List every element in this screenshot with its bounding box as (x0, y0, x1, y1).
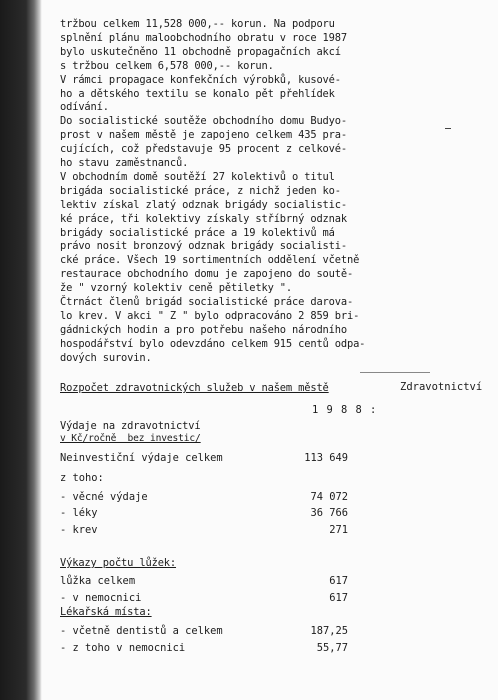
paragraph-line: restaurace obchodního domu je zapojeno do soutě- (60, 268, 354, 281)
paragraph-line: tržbou celkem 11,528 000,-- korun. Na podporu (60, 18, 335, 30)
row-label: - v nemocnici (60, 592, 142, 604)
paragraph-line: cujících, což představuje 95 procent z celkové- (60, 143, 347, 156)
paragraph-line: brigády socialistické práce a 19 kolektivů má (60, 226, 335, 239)
row-label: lůžka celkem (60, 575, 136, 587)
section-heading: Rozpočet zdravotnických služeb v našem městě (60, 382, 329, 394)
row-value: 113 649 (304, 452, 348, 464)
side-heading: Zdravotnictví (400, 381, 483, 393)
paragraph-line: cké práce. Všech 19 sortimentních oddělení včetně (60, 254, 360, 267)
paragraph-line: Čtrnáct členů brigád socialistické práce darova- (60, 296, 354, 308)
row-label: z toho: (60, 472, 104, 484)
paragraph-line: bylo uskutečněno 11 obchodně propagačních akcí (60, 45, 341, 58)
paragraph-line: prost v našem městě je zapojeno celkem 435 pra- (60, 129, 347, 142)
block1-subheading: v Kč/ročně bez investic/ (60, 433, 201, 444)
row-label: Neinvestiční výdaje celkem (60, 452, 223, 464)
paragraph-line: V rámci propagace konfekčních výrobků, kusové- (60, 73, 341, 86)
smudge-line (360, 372, 430, 373)
paragraph-line: lo krev. V akci " Z " bylo odpracováno 2 859 bri- (60, 309, 360, 322)
paragraph-line: splnění plánu maloobchodního obratu v roce 1987 (60, 31, 347, 44)
paragraph-line: gádnických hodin a pro potřebu našeho národního (60, 323, 347, 336)
paragraph-line: že " vzorný kolektiv ceně pětiletky ". (60, 282, 293, 295)
margin-mark (445, 128, 451, 129)
row-value: 617 (329, 575, 348, 587)
binding-shadow (0, 0, 42, 700)
row-value: 55,77 (316, 642, 348, 654)
paragraph-line: s tržbou celkem 6,578 000,-- korun. (60, 59, 274, 72)
row-value: 187,25 (310, 625, 348, 637)
paragraph-line: ké práce, tři kolektivy získaly stříbrný odznak (60, 212, 347, 225)
row-label: - věcné výdaje (60, 491, 148, 503)
row-label: - léky (60, 507, 98, 519)
paragraph-line: právo nosit bronzový odznak brigády socialisti- (60, 240, 347, 253)
block3-heading: Lékařská místa: (60, 606, 152, 618)
paragraph-line: brigáda socialistické práce, z nichž jeden ko- (60, 184, 341, 197)
year-label: 1 9 8 8 : (312, 404, 378, 416)
row-value: 36 766 (310, 507, 348, 519)
paragraph-line: ho a dětského textilu se konalo pět přehlídek (60, 87, 335, 100)
row-value: 617 (329, 592, 348, 604)
block1-heading: Výdaje na zdravotnictví (60, 420, 201, 432)
row-value: 271 (329, 524, 348, 536)
row-label: - včetně dentistů a celkem (60, 625, 223, 637)
row-value: 74 072 (310, 491, 348, 503)
paragraph-line: V obchodním domě soutěží 27 kolektivů o titul (60, 170, 335, 183)
block2-heading: Výkazy počtu lůžek: (60, 557, 177, 569)
paragraph-line: ho stavu zaměstnanců. (60, 157, 189, 169)
row-label: - z toho v nemocnici (60, 642, 186, 654)
paragraph-line: hospodářství bylo odevzdáno celkem 915 centů odpa- (60, 337, 366, 350)
paragraph-line: odívání. (60, 101, 109, 114)
paragraph-line: Do socialistické soutěže obchodního domu Budyo- (60, 115, 347, 128)
paragraph-line: lektiv získal zlatý odznak brigády socialistic- (60, 198, 347, 211)
paragraph-line: dových surovin. (60, 351, 152, 364)
row-label: - krev (60, 524, 98, 536)
